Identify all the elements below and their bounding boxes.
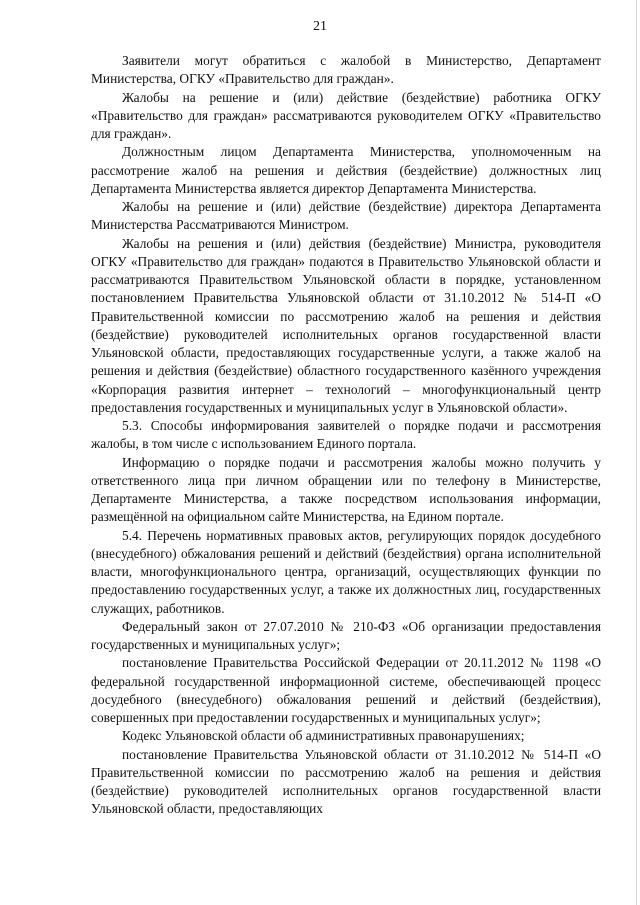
paragraph-rf-government-decree: постановление Правительства Российской Федерации от 20.11.2012 № 1198 «О федеральной государственной информационной системе, обеспечивающей процесс досудебного (внесудебного) обжалования решений и действий (бездействия), совершенных при предоставлении государственных и муниципальных услуг»; bbox=[91, 655, 601, 725]
page-body bbox=[91, 52, 601, 819]
paragraph-ogku-employee-complaints: Жалобы на решение и (или) действие (бездействие) работника ОГКУ «Правительство для граждан» рассматриваются руководителем ОГКУ «Правительство для граждан». bbox=[91, 89, 601, 141]
paragraph-regional-government-decree: постановление Правительства Ульяновской области от 31.10.2012 № 514-П «О Правительственной комиссии по рассмотрению жалоб на решения и действия (бездействие) руководителей исполнительных органов государственной власти Ульяновской области, предоставляющих bbox=[91, 746, 601, 817]
paragraph-federal-law: Федеральный закон от 27.07.2010 № 210-ФЗ «Об организации предоставления государственных и муниципальных услуг»; bbox=[91, 618, 601, 652]
paragraph-complaint-addressees: Заявители могут обратиться с жалобой в Министерство, Департамент Министерства, ОГКУ «Правительство для граждан». bbox=[91, 53, 601, 87]
paragraph-section-5-3: 5.3. Способы информирования заявителей о порядке подачи и рассмотрения жалобы, в том числе с использованием Единого портала. bbox=[91, 418, 601, 452]
paragraph-regional-code: Кодекс Ульяновской области об административных правонарушениях; bbox=[122, 728, 525, 744]
paragraph-minister-complaints: Жалобы на решения и (или) действия (бездействие) Министра, руководителя ОГКУ «Правительство для граждан» подаются в Правительство Ульяновской области и рассматриваются Правительством Ульяновской области в порядке, установленном постановлением Правительства Ульяновской области от 31.10.2012 № 514-П «О Правительственной комиссии по рассмотрению жалоб на решения и действия (бездействие) руководителей исполнительных органов государственной власти Ульяновской области, предоставляющих государственные услуги, а также жалоб на решения и действия (бездействие) областного государственного казённого учреждения «Корпорация развития интернет – технологий – многофункциональный центр предоставления государственных и муниципальных услуг в Ульяновской области». bbox=[91, 235, 601, 415]
scan-edge-line bbox=[636, 0, 637, 905]
paragraph-section-5-4: 5.4. Перечень нормативных правовых актов, регулирующих порядок досудебного (внесудебного) обжалования решений и действий (бездействия) органа исполнительной власти, многофункционального центра, организаций, осуществляющих функции по предоставлению государственных услуг, а также их должностных лиц, государственных служащих, работников. bbox=[91, 527, 601, 616]
page-number: 21 bbox=[313, 19, 327, 34]
paragraph-director-complaints: Жалобы на решение и (или) действие (бездействие) директора Департамента Министерства Рассматриваются Министром. bbox=[91, 199, 601, 233]
paragraph-information-sources: Информацию о порядке подачи и рассмотрения жалобы можно получить у ответственного лица при личном обращении или по телефону в Министерстве, Департаменте Министерства, а также посредством использования информации, размещённой на официальном сайте Министерства, на Едином портале. bbox=[91, 454, 601, 525]
paragraph-department-official: Должностным лицом Департамента Министерства, уполномоченным на рассмотрение жалоб на решения и действия (бездействие) должностных лиц Департамента Министерства является директор Департамента Министерства. bbox=[91, 144, 601, 196]
